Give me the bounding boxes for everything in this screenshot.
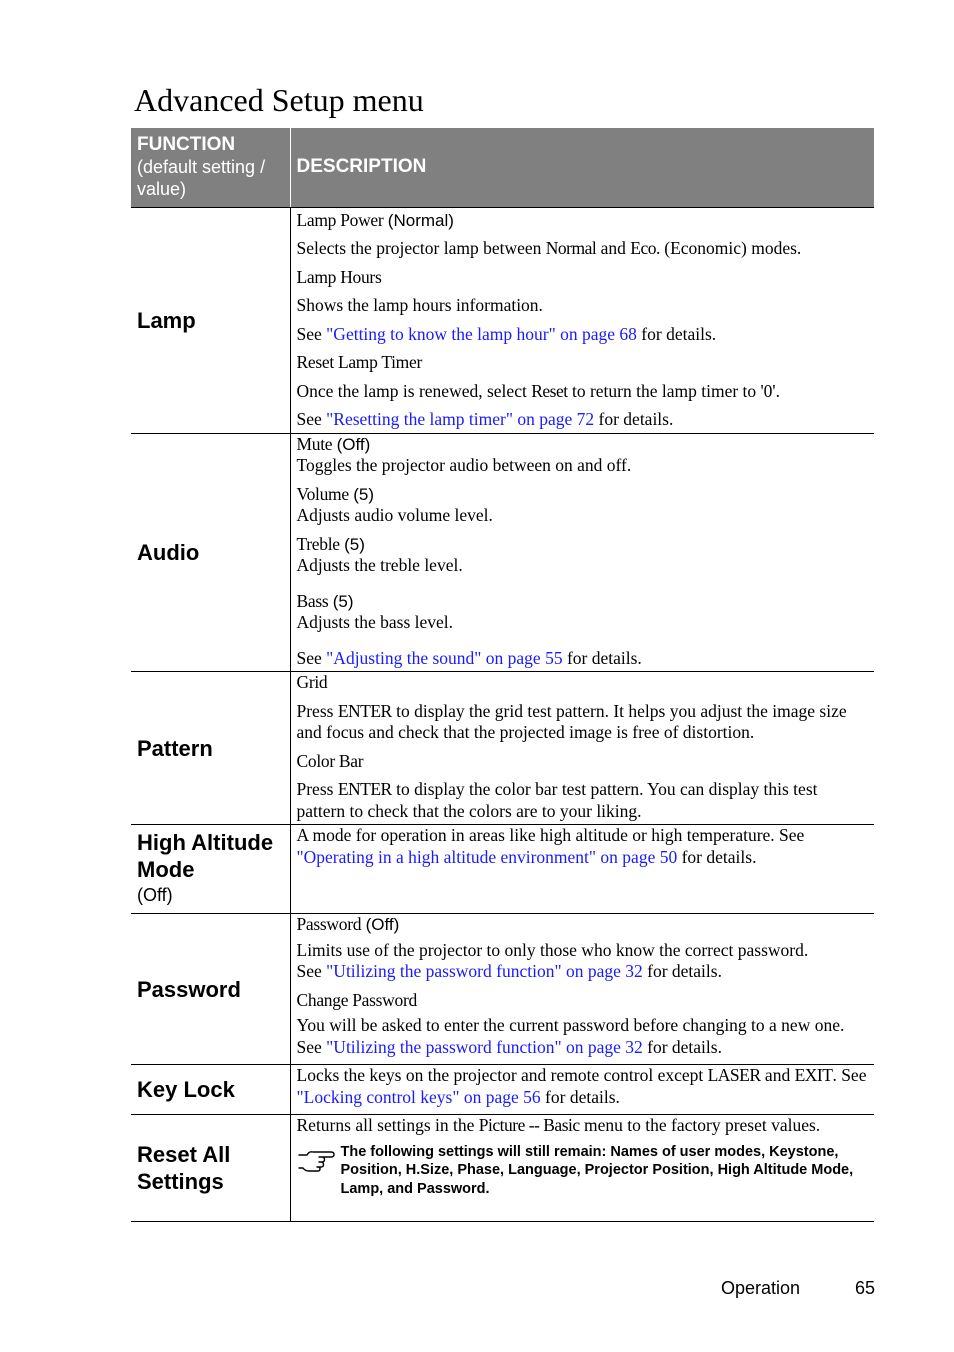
high-altitude-default: (Off) <box>137 885 173 905</box>
page-number: 65 <box>855 1278 876 1298</box>
description-cell-reset-all <box>290 1115 874 1222</box>
reset-timer-text: to return the lamp timer to '0'. <box>567 380 780 401</box>
function-header-label: FUNCTION <box>137 134 236 156</box>
bass-default: (5) <box>332 591 354 611</box>
password-title: Password <box>296 914 362 934</box>
mute-default: (Off) <box>336 434 371 454</box>
link-reset-lamp-timer[interactable]: "Resetting the lamp timer" on page 72 <box>326 409 595 429</box>
keyword-reset: Reset <box>531 380 568 401</box>
see-after-text: for details. <box>677 846 757 867</box>
see-text: See <box>296 409 327 429</box>
page-title: Advanced Setup menu <box>134 82 424 118</box>
treble-text: Adjusts the treble level. <box>296 555 463 575</box>
lamp-power-text: and <box>596 238 631 258</box>
keyword-picture-basic: Picture -- Basic <box>478 1115 580 1135</box>
grid-text: Press <box>296 700 338 721</box>
key-lock-text: . See <box>832 1065 867 1085</box>
note-text: The following settings will still remain: Names of user modes, Keystone, Position, H.Size, Phase, Language, Projector Position, High Altitude Mode, Lamp, and Password. <box>340 1143 854 1197</box>
advanced-setup-table <box>131 128 874 1222</box>
description-cell-high-altitude <box>290 825 874 914</box>
note-box <box>297 1143 869 1199</box>
link-locking-keys[interactable]: "Locking control keys" on page 56 <box>296 1086 541 1107</box>
lamp-power-text: Selects the projector lamp between <box>296 238 546 258</box>
function-cell-lamp: Lamp <box>131 207 290 433</box>
keyword-normal: Normal <box>545 238 597 258</box>
see-text: See <box>296 647 327 668</box>
description-header-label: DESCRIPTION <box>296 156 427 178</box>
password-text: Limits use of the projector to only those who know the correct password. <box>296 939 809 960</box>
keyword-laser: LASER <box>707 1065 761 1085</box>
function-cell-password: Password <box>131 914 290 1065</box>
footer-section-label: Operation <box>721 1278 801 1298</box>
description-cell-lamp <box>290 207 874 433</box>
link-high-altitude[interactable]: "Operating in a high altitude environment" on page 50 <box>296 846 678 867</box>
see-after-text: for details. <box>642 1036 722 1057</box>
grid-title: Grid <box>296 672 328 692</box>
reset-lamp-timer-title: Reset Lamp Timer <box>296 352 422 372</box>
reset-all-text: Returns all settings in the <box>296 1115 479 1135</box>
volume-default: (5) <box>353 484 374 504</box>
description-column-header <box>290 128 874 207</box>
reset-timer-text: Once the lamp is renewed, select <box>296 380 532 401</box>
lamp-power-title: Lamp Power <box>296 209 384 230</box>
pointing-hand-icon <box>297 1147 335 1173</box>
function-cell-reset-all <box>131 1115 290 1222</box>
lamp-hours-title: Lamp Hours <box>296 266 382 287</box>
table-header-row <box>131 128 874 207</box>
function-cell-high-altitude <box>131 825 290 914</box>
description-cell-audio <box>290 433 874 672</box>
keyword-exit: EXIT <box>794 1065 833 1085</box>
see-after-text: for details. <box>636 323 717 344</box>
table-row-reset-all <box>131 1115 874 1222</box>
key-lock-text: Locks the keys on the projector and remote control except <box>296 1065 708 1085</box>
color-bar-text: Press <box>296 779 338 799</box>
function-header-sub: (default setting / value) <box>137 157 266 200</box>
table-row-audio <box>131 433 874 672</box>
description-cell-pattern <box>290 672 874 825</box>
see-text: See <box>296 961 327 981</box>
mute-title: Mute <box>296 433 333 454</box>
link-adjusting-sound[interactable]: "Adjusting the sound" on page 55 <box>326 647 563 668</box>
password-default: (Off) <box>365 915 400 934</box>
keyword-enter: ENTER <box>337 779 392 799</box>
change-password-title: Change Password <box>296 989 417 1010</box>
see-after-text: for details. <box>594 409 674 429</box>
lamp-power-text: (Economic) modes. <box>659 238 802 258</box>
table-row-pattern <box>131 672 874 825</box>
grid-text: to display the grid test pattern. It helps you adjust the image size and focus and check that the projected image is free of distortion. <box>296 700 847 742</box>
treble-title: Treble <box>296 533 340 554</box>
keyword-enter: ENTER <box>337 700 392 721</box>
bass-text: Adjusts the bass level. <box>296 612 454 632</box>
bass-title: Bass <box>296 590 329 611</box>
lamp-power-default: (Normal) <box>387 210 454 230</box>
color-bar-title: Color Bar <box>296 750 364 771</box>
table-row-high-altitude <box>131 825 874 914</box>
volume-title: Volume <box>296 483 349 504</box>
high-altitude-label: High Altitude Mode <box>137 830 274 882</box>
see-after-text: for details. <box>562 647 642 668</box>
link-password-function[interactable]: "Utilizing the password function" on page 32 <box>326 961 643 981</box>
function-cell-audio: Audio <box>131 433 290 672</box>
see-after-text: for details. <box>540 1086 620 1107</box>
function-cell-pattern: Pattern <box>131 672 290 825</box>
change-password-text: You will be asked to enter the current password before changing to a new one. See <box>296 1015 845 1057</box>
see-after-text: for details. <box>642 961 722 981</box>
table-row-lamp <box>131 207 874 433</box>
description-cell-password <box>290 914 874 1065</box>
see-text: See <box>296 323 327 344</box>
link-lamp-hour[interactable]: "Getting to know the lamp hour" on page 68 <box>326 323 637 344</box>
function-cell-key-lock: Key Lock <box>131 1065 290 1115</box>
reset-all-text: menu to the factory preset values. <box>579 1115 821 1135</box>
mute-text: Toggles the projector audio between on and off. <box>296 455 632 475</box>
link-password-function-2[interactable]: "Utilizing the password function" on page 32 <box>326 1036 643 1057</box>
high-altitude-text: A mode for operation in areas like high altitude or high temperature. See <box>296 825 805 845</box>
volume-text: Adjusts audio volume level. <box>296 505 493 525</box>
treble-default: (5) <box>344 534 365 554</box>
function-column-header <box>131 128 290 207</box>
keyword-eco: Eco. <box>630 238 660 258</box>
table-row-key-lock <box>131 1065 874 1115</box>
color-bar-text: to display the color bar test pattern. You can display this test pattern to check that the colors are to your liking. <box>296 779 818 821</box>
reset-all-label: Reset All Settings <box>137 1142 231 1194</box>
description-cell-key-lock <box>290 1065 874 1115</box>
key-lock-text: and <box>760 1065 795 1085</box>
table-row-password <box>131 914 874 1065</box>
lamp-hours-text: Shows the lamp hours information. <box>296 295 543 315</box>
